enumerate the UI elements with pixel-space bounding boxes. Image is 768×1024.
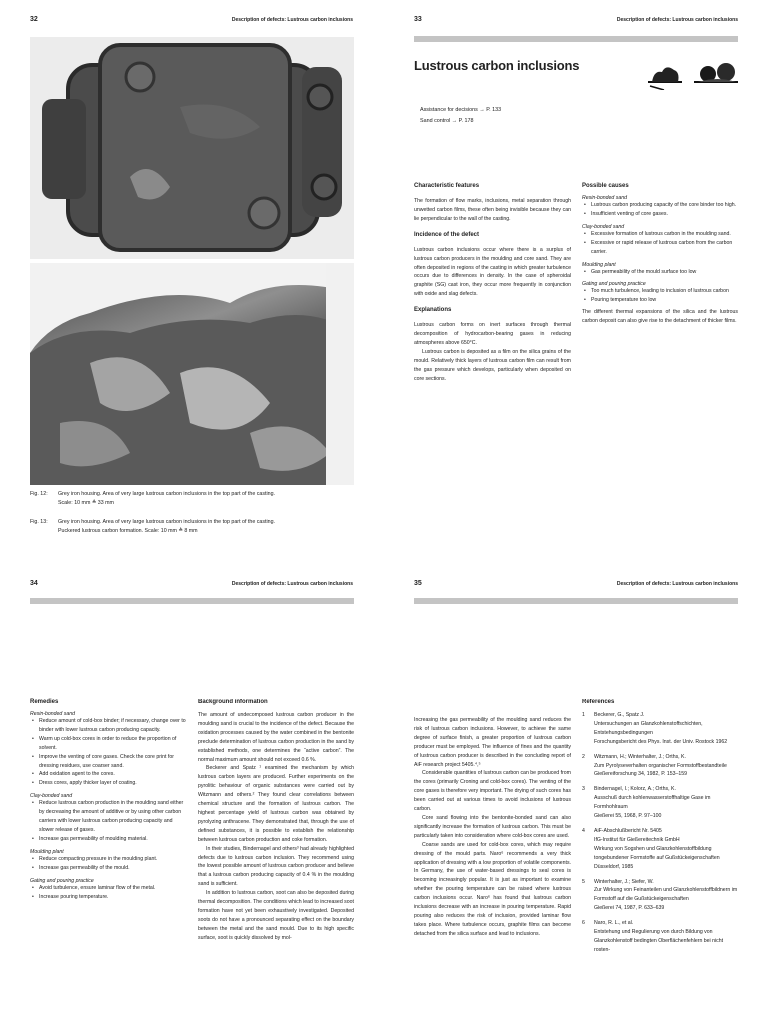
background-heading: Background information: [198, 699, 268, 705]
reference-entry: [582, 827, 738, 872]
defect-illustration-icon: [648, 60, 738, 90]
reference-line: Forschungsbericht des Phys. Inst. der Univ. Rostock 1962: [594, 738, 728, 745]
plant-subheading: Moulding plant: [30, 848, 64, 855]
reference-line: Entstehung und Regulierung von durch Bildung von Glanzkohlenstoff bedingten Oberflächenfehlern bei nicht rosten-: [594, 929, 724, 953]
plant-subheading: Moulding plant: [582, 261, 616, 268]
running-head-33: Description of defects: Lustrous carbon inclusions: [616, 17, 738, 23]
reference-entry: [582, 753, 738, 780]
reference-line: Winterhalter, J.; Siefer, W.: [594, 878, 654, 885]
explanations-text-1: Lustrous carbon forms on inert surfaces through thermal decomposition of hydrocarbon-bearing gases in reducing atmospheres above 650°C.: [414, 322, 571, 346]
background-paragraph: In their studies, Bindernagel and others³ had already highlighted defects due to lustrous carbon inclusion. They recommend using the lowest possible amount of lustrous carbon producer and believe that a lustrous carbon producing capacity of 0.4 % in the moulding sand is sufficient.: [198, 845, 354, 888]
references-heading: References: [582, 699, 615, 705]
page-number-34: 34: [30, 580, 38, 587]
header-rule-34: [30, 598, 354, 604]
gating-subheading: Gating and pouring practice: [582, 281, 646, 288]
incidence-text: Lustrous carbon inclusions occur where there is a surplus of lustrous carbon producers in the moulding and core sand. They are often deposited in regions of the casting in which greater turbulence occurs due to differences in density. In the case of spheroidal graphite (SG) cast iron, they occur more frequently in conjunction with oxide and slag defects.: [414, 246, 571, 298]
reference-number: 5: [582, 878, 585, 885]
right-column-33: [582, 183, 738, 326]
list-item: • Too much turbulence, leading to inclusion of lustrous carbon: [582, 287, 738, 296]
reference-number: 3: [582, 786, 585, 793]
characteristic-features-text: The formation of flow marks, inclusions, metal separation through unwetted carbon films, these often being invisible because they can lie perpendicular to the wall of the casting.: [414, 198, 571, 222]
reference-line: Untersuchungen an Glanzkohlenstoffschichten, Entstehungsbedingungen: [594, 720, 703, 736]
characteristic-features-heading: Characteristic features: [414, 183, 480, 189]
explanations-text-2: Lustrous carbon is deposited as a film on the silica grains of the mould. Relatively thick layers of lustrous carbon film can result from the gas pressure which develops, particularly when deposited on core sections.: [414, 348, 571, 382]
background-paragraph: The amount of undecomposed lustrous carbon producer in the moulding sand is crucial to the incidence of the defect. Because the oxidation processes caused by the water combined in the bentonite preclude determination of lustrous carbon production in the sand by established methods, one determines the “active carbon”. The normal maximum amount should not exceed 0.6 %.: [198, 712, 354, 763]
reference-line: IfG-Institut für Gießereitechnik GmbH: [594, 836, 680, 843]
figure-13-caption: [30, 518, 360, 536]
clay-subheading: Clay-bonded sand: [582, 223, 625, 230]
body-paragraph: Increasing the gas permeability of the moulding sand reduces the risk of lustrous carbon inclusions. However, to achieve the same degree of surface finish, a greater proportion of lustrous carbon producer must be employed. The influence of fines and the quantity of lustrous carbon producer is described in the concluding report of AiF research project 5405.⁴,⁵: [414, 717, 571, 768]
casting-photo-top: [30, 37, 354, 259]
reference-line: Bindernagel, I.; Kolorz, A.; Orths, K.: [594, 786, 676, 793]
list-item: • Reduce compacting pressure in the moulding plant.: [30, 855, 188, 864]
reference-number: 4: [582, 827, 585, 834]
explanations-heading: Explanations: [414, 307, 452, 314]
running-head-35: Description of defects: Lustrous carbon inclusions: [616, 581, 738, 587]
fig12-scale: Scale: 10 mm ≙ 33 mm: [58, 500, 114, 506]
running-head-32: Description of defects: Lustrous carbon inclusions: [231, 17, 353, 23]
assistance-link[interactable]: Assistance for decisions → P. 133: [420, 107, 502, 113]
reference-line: Gießerei 74, 1987, P. 633–639: [594, 905, 665, 912]
list-item: • Excessive formation of lustrous carbon in the moulding sand.: [582, 230, 738, 239]
figure-12-caption: [30, 490, 360, 508]
list-item: • Warm up cold-box cores in order to reduce the proportion of solvent.: [30, 735, 188, 753]
reference-number: 2: [582, 753, 585, 760]
reference-entry: [582, 785, 738, 821]
page-number-35: 35: [414, 580, 422, 587]
body-paragraph: Considerable quantities of lustrous carbon can be produced from the cores (primarily Croning and cold-box cores). The venting of the core gases is therefore very important. The drying of such cores has been carried out at various times to avoid inclusions of lustrous carbon.: [414, 770, 571, 813]
fig12-text: Grey iron housing. Area of very large lustrous carbon inclusions in the top part of the casting.: [58, 491, 275, 497]
header-rule-33: [414, 36, 738, 42]
fig12-label: Fig. 12:: [30, 491, 48, 497]
page-title: Lustrous carbon inclusions: [414, 58, 580, 73]
reference-line: Zur Wirkung von Feinanteilen und Glanzkohlenstoffbildnern im Formstoff auf die Gußstückeigenschaften: [594, 887, 738, 903]
body-paragraph: Coarse sands are used for cold-box cores, which may require dressing of the mould parts. Naro⁶ recommends a very thick application of dressing with a low proportion of volatile components. In Germany, the use of water-based dressings to seal cores is becoming increasingly popular. It is just as important to examine whether the pouring temperature can be raised where lustrous carbon inclusions occur. Naro⁶ has found that lustrous carbon inclusions decrease with an increase in pouring temperature. Rapid pouring also reduces the risk of inclusion, provided laminar flow takes place. Where turbulence occurs, graphite films can become detached from the silica surface and lead to inclusions.: [414, 841, 571, 937]
list-item: • Avoid turbulence, ensure laminar flow of the metal.: [30, 884, 188, 893]
reference-line: Witzmann, H.; Winterhalter, J.; Orths, K.: [594, 753, 686, 760]
resin-subheading: Resin-bonded sand: [582, 195, 627, 201]
page-number-32: 32: [30, 16, 38, 23]
body-paragraph: Core sand flowing into the bentonite-bonded sand can also significantly increase the formation of lustrous carbon. This must be particularly taken into consideration where cold-box cores are used.: [414, 814, 571, 839]
remedies-heading: Remedies: [30, 699, 59, 705]
references-column: [582, 699, 738, 1024]
list-item: • Reduce lustrous carbon production in the moulding sand either by decreasing the amount of additive or by using other carbon carriers with lower lustrous carbon producing capacity and slower release of gases.: [30, 799, 188, 835]
background-paragraph: In addition to lustrous carbon, soot can also be deposited during thermal decomposition. The conditions which lead to increased soot formation have not yet been exhaustively investigated. Deposited soots do not have a pronounced separating effect on the boundary between the metal and the sand mould. Due to its high specific surface, soot is quickly dissolved by mol-: [198, 890, 354, 941]
list-item: • Increase gas permeability of the mould.: [30, 864, 188, 873]
list-item: • Increase gas permeability of moulding material.: [30, 835, 188, 844]
clay-subheading: Clay-bonded sand: [30, 793, 73, 800]
reference-line: Zum Pyrolyseverhalten organischer Formstoffbestandteile: [594, 762, 727, 769]
list-item: • Dress cores, apply thicker layer of coating.: [30, 779, 188, 788]
fig13-scale: Puckered lustrous carbon formation. Scale: 10 mm ≙ 8 mm: [58, 528, 198, 534]
list-item: • Gas permeability of the mould surface too low: [582, 268, 738, 277]
reference-line: Beckerer, G., Spatz J.: [594, 712, 645, 718]
remedies-column: [30, 699, 188, 901]
list-item: • Add oxidation agent to the cores.: [30, 770, 188, 779]
reference-line: Gießerei 55, 1968, P. 97–100: [594, 813, 662, 820]
incidence-heading: Incidence of the defect: [414, 231, 480, 238]
gating-subheading: Gating and pouring practice: [30, 877, 94, 884]
reference-entry: [582, 711, 738, 747]
causes-closing-text: The different thermal expansions of the silica and the lustrous carbon deposit can also give rise to the detachment of thicker films.: [582, 309, 738, 325]
reference-number: 1: [582, 712, 585, 718]
reference-entry: [582, 878, 738, 914]
left-column-33: [414, 183, 571, 384]
reference-number: 6: [582, 920, 585, 927]
running-head-34: Description of defects: Lustrous carbon inclusions: [231, 581, 353, 587]
header-rule-35: [414, 598, 738, 604]
fig13-text: Grey iron housing. Area of very large lustrous carbon inclusions in the top part of the casting.: [58, 519, 275, 525]
reference-line: AiF-Abschlußbericht Nr. 5405: [594, 827, 662, 834]
reference-entry: [582, 919, 738, 955]
list-item: • Pouring temperature too low: [582, 296, 738, 305]
sand-control-link[interactable]: Sand control → P. 178: [420, 118, 474, 124]
fig13-label: Fig. 13:: [30, 519, 48, 525]
reference-line: Gießereiforschung 34, 1982, P. 153–159: [594, 771, 688, 778]
reference-line: Wirkung von Sogshen und Glanzkohlenstoffbildung tongebundener Formstoffe auf Gußstückeigenschaften: [594, 845, 720, 861]
list-item: • Excessive or rapid release of lustrous carbon from the carbon carrier.: [582, 239, 738, 257]
list-item: • Insufficient venting of core gases.: [582, 210, 738, 219]
resin-subheading: Resin-bonded sand: [30, 711, 75, 717]
page-number-33: 33: [414, 16, 422, 23]
possible-causes-heading: Possible causes: [582, 183, 629, 189]
casting-photo-closeup: [30, 263, 354, 485]
reference-line: Naro, R. L., et al.: [594, 920, 634, 927]
reference-line: Düsseldorf, 1985: [594, 863, 634, 870]
list-item: • Reduce amount of cold-box binder; if necessary, change over to binder with lower lustrous carbon producing capacity.: [30, 717, 188, 735]
list-item: • Increase pouring temperature.: [30, 893, 188, 902]
background-paragraph: Beckerer and Spatz ¹ examined the mechanism by which lustrous carbon layers are produced. Further experiments on the pyrolitic behaviour of organic substances were carried out by Witzmann and others.² They found clear correlations between chemical structure and the formation of lustrous carbon. The highest percentage yield of lustrous carbon was obtained by pyrolyzing anthracene. They demonstrated that, through the use of defined substances, it is possible to establish the relationship between lustrous carbon production and coke formation.: [198, 765, 354, 843]
list-item: • Lustrous carbon producing capacity of the core binder too high.: [582, 201, 738, 210]
reference-line: Ausschuß durch kohlenwasserstoffhaltige Gase im Formhohlraum: [594, 795, 711, 811]
background-column: [198, 699, 354, 1024]
body-column-35: [414, 716, 571, 1024]
list-item: • Improve the venting of core gases. Check the core print for dressing residues, use coarser sand.: [30, 753, 188, 771]
